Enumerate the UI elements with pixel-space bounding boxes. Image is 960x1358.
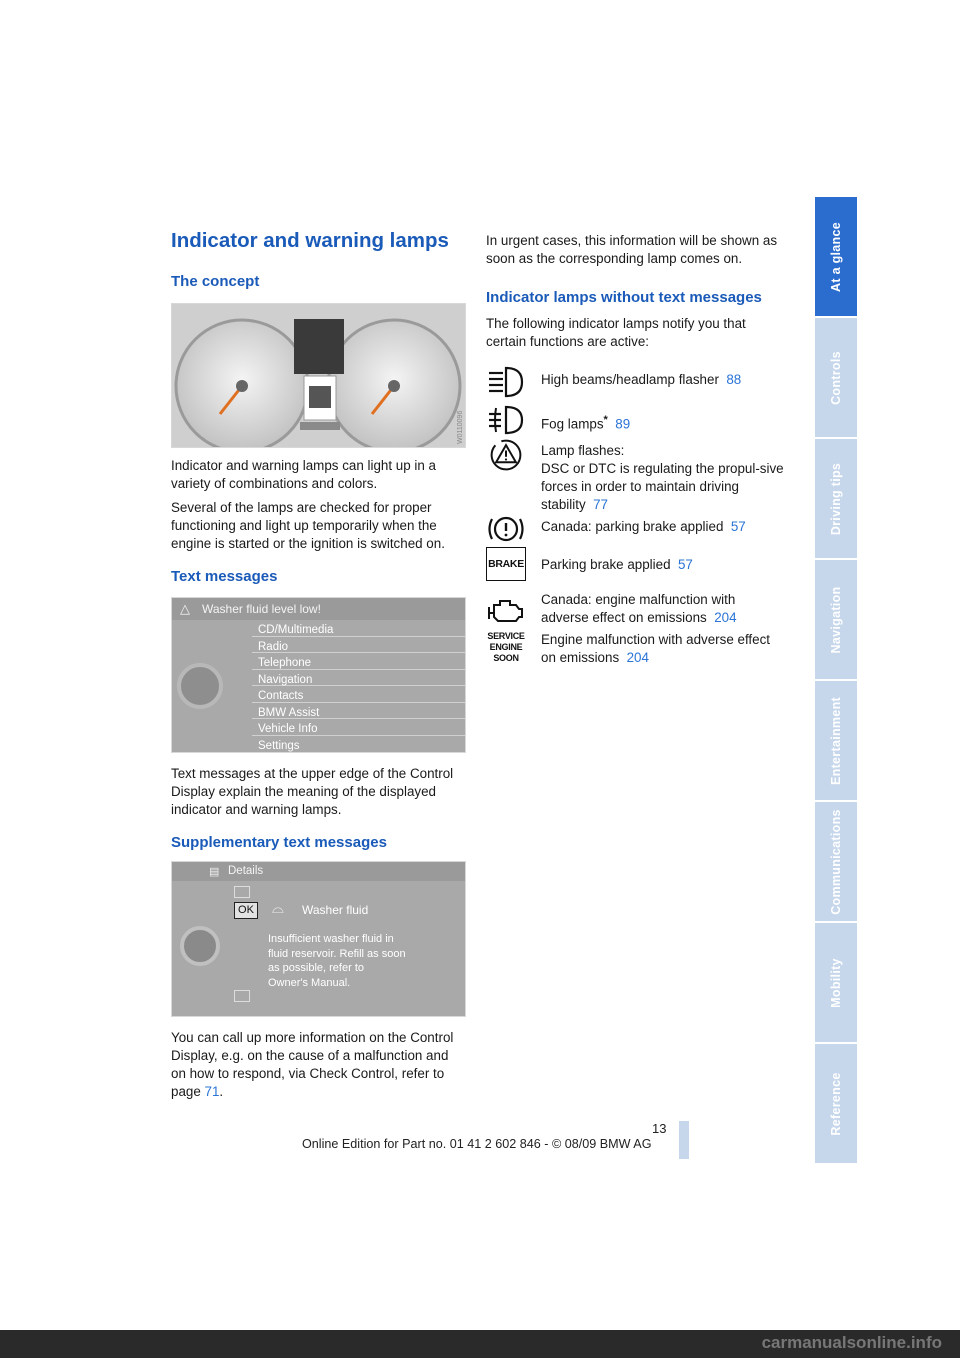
right-column xyxy=(486,228,786,663)
page-link[interactable]: 89 xyxy=(615,416,631,432)
concept-para-1: Indicator and warning lamps can light up in a variety of combinations and colors. xyxy=(171,458,436,491)
page-link[interactable]: 204 xyxy=(626,650,649,665)
watermark-bar xyxy=(0,1330,960,1358)
indicator-row-high-beam: High beams/headlamp flasher 88 xyxy=(486,359,786,399)
instrument-cluster-figure xyxy=(171,303,466,448)
chapter-tabs xyxy=(815,197,857,1165)
tab-entertainment[interactable]: Entertainment xyxy=(815,681,857,800)
concept-heading: The concept xyxy=(171,273,260,290)
indicator-row-engine-canada: Canada: engine malfunction with adverse effect on emissions 204 xyxy=(486,587,786,623)
tab-mobility[interactable]: Mobility xyxy=(815,923,857,1042)
left-column xyxy=(171,228,467,1101)
warning-triangle-icon: △ xyxy=(180,601,190,616)
tab-reference[interactable]: Reference xyxy=(815,1044,857,1163)
page-number: 13 xyxy=(652,1121,667,1136)
details-left-icon-top xyxy=(234,886,250,898)
tab-communications[interactable]: Communications xyxy=(815,802,857,921)
dsc-warning-icon xyxy=(484,437,528,473)
tab-driving-tips[interactable]: Driving tips xyxy=(815,439,857,558)
indicators-heading: Indicator lamps without text messages xyxy=(486,289,762,306)
indicator-row-brake: BRAKE Parking brake applied 57 xyxy=(486,551,786,587)
details-icon: ▤ xyxy=(209,866,220,878)
figure-code: W0110096 xyxy=(457,410,464,444)
page-link[interactable]: 88 xyxy=(726,372,742,387)
menu-header: Washer fluid level low! xyxy=(202,602,321,616)
menu-item: Navigation xyxy=(252,670,466,687)
tab-at-a-glance[interactable]: At a glance xyxy=(815,197,857,316)
washer-fluid-icon: ⌓ xyxy=(272,900,284,917)
details-left-icon-bottom xyxy=(234,990,250,1002)
indicator-row-fog-lamp: Fog lamps* 89 xyxy=(486,399,786,429)
edition-text: Online Edition for Part no. 01 41 2 602 846 - © 08/09 BMW AG xyxy=(302,1137,652,1151)
section-title: Indicator and warning lamps xyxy=(171,229,449,252)
tab-controls[interactable]: Controls xyxy=(815,318,857,437)
brake-icon: BRAKE xyxy=(486,547,526,581)
concept-para-2: Several of the lamps are checked for proper functioning and light up temporarily when the engine is started or the ignition is switched on. xyxy=(171,500,445,551)
indicators-intro: The following indicator lamps notify you that certain functions are active: xyxy=(486,316,746,349)
controller-knob xyxy=(180,926,220,966)
page-link[interactable]: 57 xyxy=(730,519,746,534)
indicator-row-parking-brake-canada: Canada: parking brake applied 57 xyxy=(486,513,786,551)
page-link[interactable]: 204 xyxy=(714,610,737,625)
details-figure xyxy=(171,861,466,1017)
service-engine-soon-icon: SERVICE ENGINE SOON xyxy=(487,631,525,663)
washer-body: Insufficient washer fluid in fluid reservoir. Refill as soon as possible, refer to Owner's Manual. xyxy=(268,933,406,989)
washer-title: Washer fluid xyxy=(302,903,369,917)
menu-item: Settings xyxy=(258,739,300,752)
supplementary-para: You can call up more information on the Control Display, e.g. on the cause of a malfunction and on how to respond, via Check Control, refer to page 71. xyxy=(171,1030,454,1099)
supplementary-heading: Supplementary text messages xyxy=(171,834,387,851)
parking-brake-canada-icon xyxy=(484,511,528,547)
page-link[interactable]: 77 xyxy=(593,497,609,512)
tab-navigation[interactable]: Navigation xyxy=(815,560,857,679)
menu-item: Vehicle Info xyxy=(252,719,466,736)
controller-knob xyxy=(177,663,223,709)
menu-item: CD/Multimedia xyxy=(252,620,466,637)
control-display-menu-figure xyxy=(171,597,466,753)
urgent-para: In urgent cases, this information will be shown as soon as the corresponding lamp comes on. xyxy=(486,233,778,266)
indicator-row-service-engine-soon: SERVICE ENGINE SOON Engine malfunction with adverse effect on emissions 204 xyxy=(487,631,771,665)
page-link[interactable]: 71 xyxy=(204,1084,220,1099)
menu-item: BMW Assist xyxy=(252,703,466,720)
page-link[interactable]: 57 xyxy=(677,557,693,572)
high-beam-icon xyxy=(484,363,528,399)
menu-item: Telephone xyxy=(252,653,466,670)
details-header: Details xyxy=(228,865,264,877)
ok-label: OK xyxy=(234,902,258,919)
watermark-text: carmanualsonline.info xyxy=(761,1333,942,1352)
footer-marker xyxy=(679,1121,689,1159)
text-messages-para: Text messages at the upper edge of the Control Display explain the meaning of the displayed indicator and warning lamps. xyxy=(171,766,454,817)
indicator-row-dsc: Lamp flashes: DSC or DTC is regulating the propul-sive forces in order to maintain driving stability 77 xyxy=(486,429,786,513)
menu-item: Radio xyxy=(252,637,466,654)
text-messages-heading: Text messages xyxy=(171,568,278,585)
menu-item: Contacts xyxy=(252,686,466,703)
